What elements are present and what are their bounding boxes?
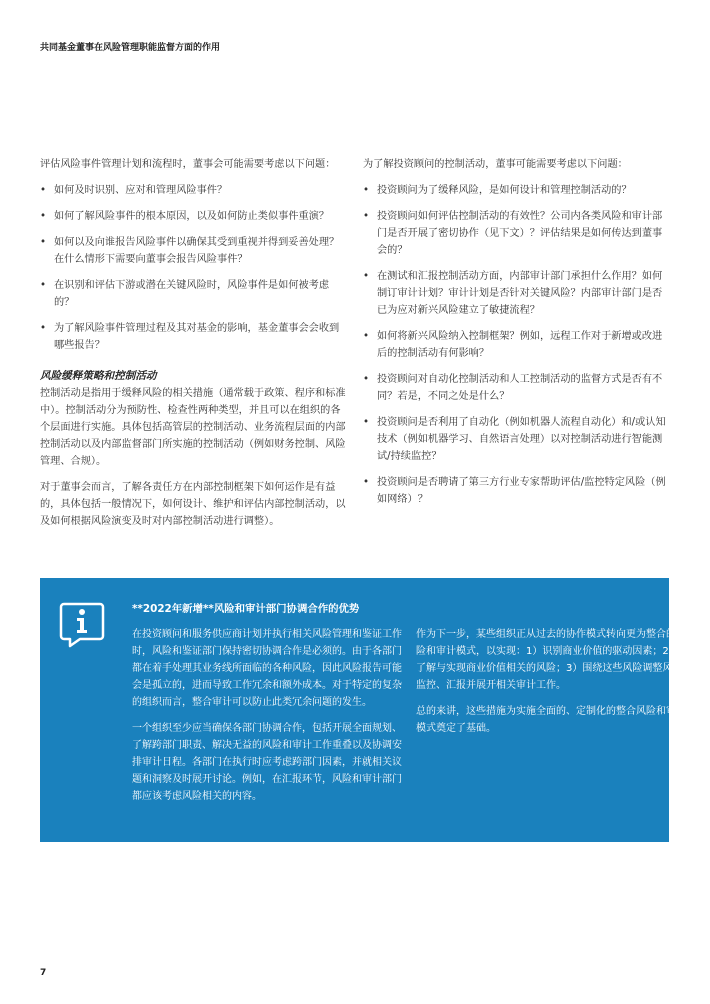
callout-paragraph: 在投资顾问和服务供应商计划并执行相关风险管理和鉴证工作时，风险和鉴证部门保持密切协调合作是必须的。由于各部门都在着手处理其业务线所面临的各种风险，因此风险报告可能会是孤立的，进而导致工作冗余和额外成本。对于特定的复杂的组织而言，整合审计可以防止此类冗余问题的发生。 [132,629,402,708]
callout-paragraph: 总的来讲，这些措施为实施全面的、定制化的整合风险和审计模式奠定了基础。 [416,706,686,734]
right-intro: 为了解投资顾问的控制活动，董事可能需要考虑以下问题： [363,159,628,170]
left-column [40,156,348,539]
list-item: • 投资顾问是否聘请了第三方行业专家帮助评估/监控特定风险（例如网络）？ [363,474,671,508]
list-item: • 如何以及向谁报告风险事件以确保其受到重视并得到妥善处理？在什么情形下需要向董事会报告风险事件？ [40,234,348,268]
list-item: • 投资顾问对自动化控制活动和人工控制活动的监督方式是否有不同？若是，不同之处是什么？ [363,371,671,405]
list-item: • 如何了解风险事件的根本原因，以及如何防止类似事件重演？ [40,208,348,225]
info-icon [58,600,106,648]
list-item: • 投资顾问是否利用了自动化（例如机器人流程自动化）和/或认知技术（例如机器学习、自然语言处理）以对控制活动进行智能测试/持续监控？ [363,414,671,465]
callout-title: **2022年新增**风险和审计部门协调合作的优势 [132,603,360,615]
left-paragraph-1: 控制活动是指用于缓释风险的相关措施（通常载于政策、程序和标准中）。控制活动分为预防性、检查性两种类型，并且可以在组织的各个层面进行实施。具体包括高管层的控制活动、业务流程层面的内部控制活动以及内部监督部门所实施的控制活动（例如财务控制、风险管理、合规）。 [40,388,346,467]
callout-paragraph: 作为下一步，某些组织正从过去的协作模式转向更为整合的风险和审计模式，以实现：1）识别商业价值的驱动因素；2）了解与实现商业价值相关的风险；3）围绕这些风险调整风险监控、汇报并展开相关审计工作。 [416,629,686,691]
info-callout-box [40,578,686,842]
right-bullet-list [363,182,671,508]
callout-paragraph: 一个组织至少应当确保各部门协调合作，包括开展全面规划、了解跨部门职责、解决无益的风险和审计工作重叠以及协调安排审计日程。各部门在执行时应考虑跨部门因素，并就相关议题和洞察及时展开讨论。例如，在汇报环节，风险和审计部门都应该考虑风险相关的内容。 [132,723,402,802]
list-item: • 投资顾问如何评估控制活动的有效性？公司内各类风险和审计部门是否开展了密切协作（见下文）？评估结果是如何传达到董事会的？ [363,208,671,259]
running-header: 共同基金董事在风险管理职能监督方面的作用 [40,43,221,53]
list-item: • 如何将新兴风险纳入控制框架？例如，远程工作对于新增或改进后的控制活动有何影响？ [363,328,671,362]
page-number: 7 [40,968,47,978]
list-item: • 在识别和评估下游或潜在关键风险时，风险事件是如何被考虑的？ [40,277,348,311]
list-item: • 如何及时识别、应对和管理风险事件？ [40,182,348,199]
right-column [363,156,671,520]
section-heading: 风险缓释策略和控制活动 [40,370,157,382]
list-item: • 为了解风险事件管理过程及其对基金的影响，基金董事会会收到哪些报告？ [40,320,348,354]
list-item: • 在测试和汇报控制活动方面，内部审计部门承担什么作用？如何制订审计计划？审计计划是否针对关键风险？内部审计部门是否已为应对新兴风险建立了敏捷流程？ [363,268,671,319]
callout-right-column [416,626,688,746]
left-bullet-list [40,182,348,354]
list-item: • 投资顾问为了缓释风险，是如何设计和管理控制活动的？ [363,182,671,199]
left-paragraph-2: 对于董事会而言，了解各责任方在内部控制框架下如何运作是有益的，具体包括一般情况下，如何设计、维护和评估内部控制活动，以及如何根据风险演变及时对内部控制活动进行调整）。 [40,482,346,527]
left-intro: 评估风险事件管理计划和流程时，董事会可能需要考虑以下问题： [40,159,336,170]
callout-left-column [132,626,404,814]
